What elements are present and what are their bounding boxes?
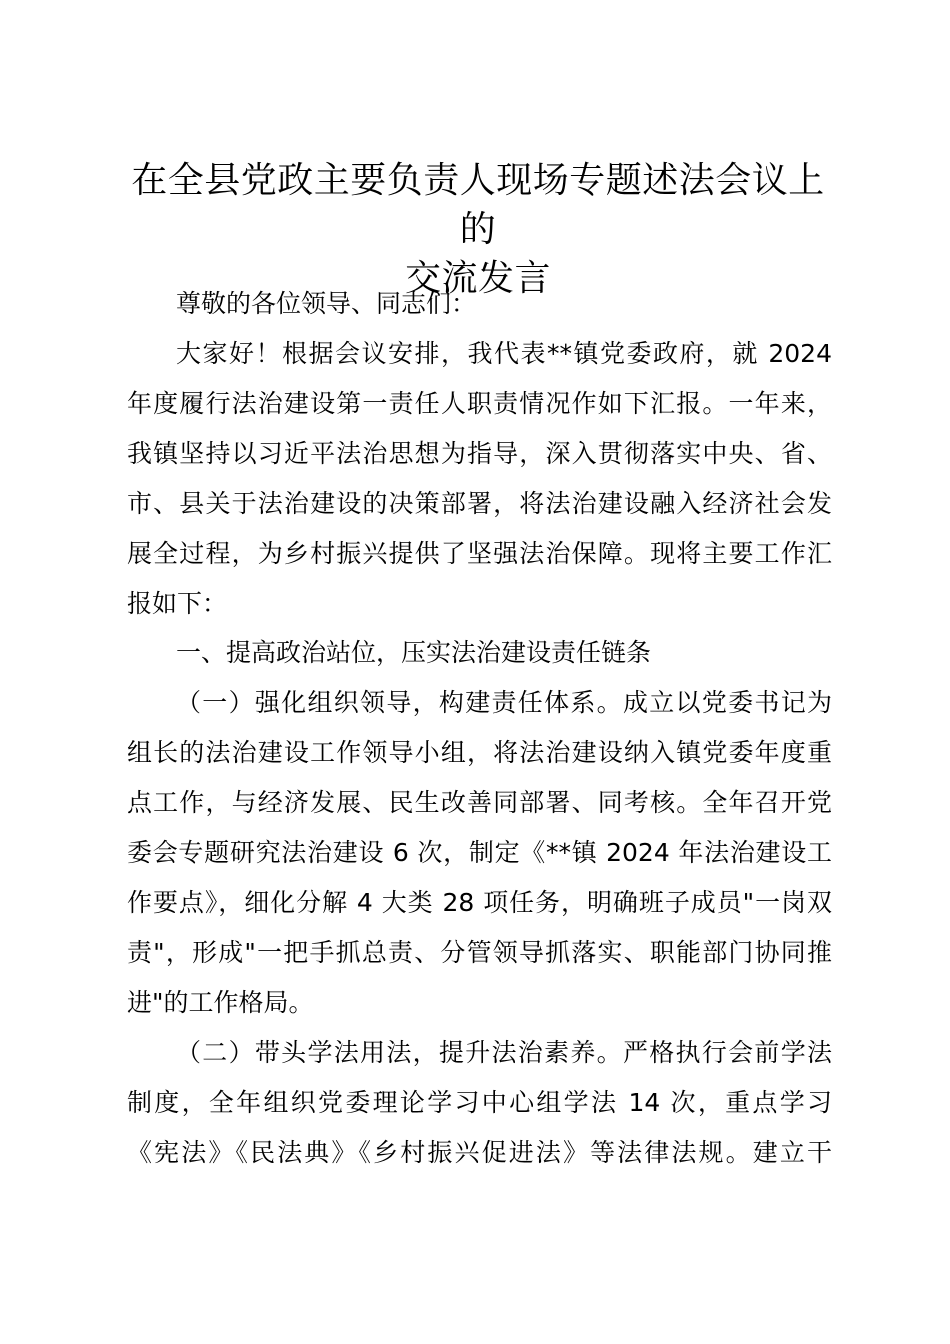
paragraph-line: 制度，全年组织党委理论学习中心组学法 14 次，重点学习 [127, 1088, 832, 1117]
paragraph-line: 《宪法》《民法典》《乡村振兴促进法》等法律法规。建立干 [127, 1138, 832, 1167]
paragraph-line: 委会专题研究法治建设 6 次，制定《**镇 2024 年法治建设工 [127, 838, 832, 867]
paragraph-line: 点工作，与经济发展、民生改善同部署、同考核。全年召开党 [127, 788, 832, 817]
paragraph-line: 市、县关于法治建设的决策部署，将法治建设融入经济社会发 [127, 489, 832, 518]
paragraph-line: 责"，形成"一把手抓总责、分管领导抓落实、职能部门协同推 [127, 938, 832, 967]
paragraph-line: 年度履行法治建设第一责任人职责情况作如下汇报。一年来， [127, 389, 832, 418]
title-line-1: 在全县党政主要负责人现场专题述法会议上的 [131, 160, 825, 250]
paragraph-line: 我镇坚持以习近平法治思想为指导，深入贯彻落实中央、省、 [127, 439, 832, 468]
title-line-2: 交流发言 [404, 258, 551, 299]
paragraph-line: （一）强化组织领导，构建责任体系。成立以党委书记为 [176, 688, 832, 717]
salutation: 尊敬的各位领导、同志们： [176, 289, 477, 318]
paragraph-line: （二）带头学法用法，提升法治素养。严格执行会前学法 [176, 1038, 832, 1067]
document-title [120, 156, 836, 303]
paragraph-line: 组长的法治建设工作领导小组，将法治建设纳入镇党委年度重 [127, 738, 832, 767]
paragraph-line: 进"的工作格局。 [127, 988, 314, 1017]
paragraph-line: 大家好！根据会议安排，我代表**镇党委政府，就 2024 [176, 339, 832, 368]
paragraph-line: 展全过程，为乡村振兴提供了坚强法治保障。现将主要工作汇 [127, 539, 832, 568]
section-heading: 一、提高政治站位，压实法治建设责任链条 [176, 638, 652, 667]
paragraph-line: 报如下： [127, 589, 228, 618]
paragraph-line: 作要点》，细化分解 4 大类 28 项任务，明确班子成员"一岗双 [127, 888, 832, 917]
